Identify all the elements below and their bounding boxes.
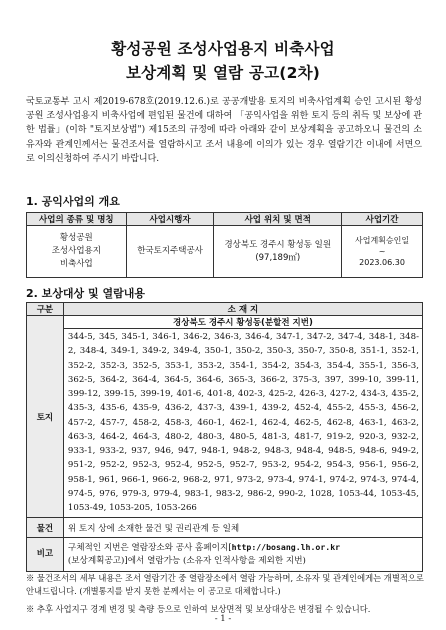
notice-title-line1: 황성공원 조성사업용지 비축사업 [111,40,335,58]
project-overview-table [26,212,423,278]
header-operator: 사업시행자 [126,213,214,226]
land-subheader: 경상북도 경주시 황성동(분할전 지번) [63,316,422,329]
intro-paragraph: 국토교통부 고시 제2019-678호(2019.12.6.)로 공공개발용 토지의 비축사업계획 승인 고시된 황성공원 조성사업용지 비축사업에 편입된 물건에 대하여 「공익사업을 위한 토지 등의 취득 및 보상에 관한 법률」(이하 "토지보상법") 제15조의 규정에 따라 아래와 같이 보상계획을 공고하오니 물건의 소유자와 관계인께서는 물건조서를 열람하시고 조서 내용에 이의가 있는 경우 열람기간 이내에 서면으로 이의신청하여 주시기 바랍니다. [26,97,422,164]
land-parcel-list: 344-5, 345, 345-1, 346-1, 346-2, 346-3, 346-4, 347-1, 347-2, 347-4, 348-1, 348-2, 348-4, 349-1, 349-2, 349-4, 350-1, 350-2, 350-3, 350-7, 350-8, 351-1, 352-1, 352-2, 352-3, 352-5, 353-1, 353-2, 354-1, 354-2, 354-3, 354-4, 355-1, 356-3, 362-5, 364-2, 364-4, 364-5, 364-6, 365-3, 366-2, 375-3, 397, 399-10, 399-11, 399-12, 399-15, 399-19, 401-6, 401-8, 402-3, 425-2, 426-3, 427-2, 434-3, 435-2, 435-3, 435-6, 435-9, 436-2, 437-3, 439-1, 439-2, 452-4, 455-2, 455-3, 456-2, 457-2, 457-7, 458-2, 458-3, 460-1, 462-1, 462-4, 462-5, 462-8, 463-1, 463-2, 463-3, 464-2, 464-3, 480-2, 480-3, 480-5, 481-3, 481-7, 919-2, 920-3, 932-2, 933-1, 933-2, 937, 946, 947, 948-1, 948-2, 948-3, 948-4, 948-5, 948-6, 949-2, 951-2, 952-2, 952-3, 952-4, 952-5, 952-7, 953-2, 954-2, 954-3, 956-1, 956-2, 958-1, 961, 966-1, 966-2, 968-2, 971, 973-2, 973-4, 974-1, 974-2, 974-3, 974-4, 974-5, 976, 979-3, 979-4, 983-1, 983-2, 986-2, 990-2, 1028, 1053-44, 1053-45, 1053-49, 1053-205, 1053-266 [63,329,422,518]
land-label: 토지 [27,316,64,518]
period-cell [342,226,423,278]
period-start: 사업계획승인일 [354,236,410,245]
header-period: 사업기간 [342,213,423,226]
page-number: - 1 - [214,614,232,624]
compensation-table [26,302,423,572]
goods-description: 위 토지 상에 소재한 물건 및 권리관계 등 일체 [63,518,422,538]
remarks-text: 구체적인 지번은 열람장소와 공사 홈페이지[ [67,543,232,553]
header-address: 소 재 지 [63,303,422,316]
project-name-cell [27,226,127,278]
header-location: 사업 위치 및 면적 [214,213,342,226]
section2-heading: 2. 보상대상 및 열람내용 [26,287,145,300]
note-inspection: ※ 물건조서의 세부 내용은 조서 열람기간 중 열람장소에서 열람 가능하며, 소유자 및 관계인에게는 개별적으로 안내드립니다. (개별통지를 받지 못한 분께서는 이 공고로 대체합니다.) [26,573,424,596]
period-end: 2023.06.30 [359,258,405,267]
operator-cell: 한국토지주택공사 [126,226,214,278]
remarks-cell [63,538,422,572]
period-tilde: ~ [378,247,386,256]
location-line: 경상북도 경주시 황성동 일원 [224,239,332,250]
notice-title-line2: 보상계획 및 열람 공고(2차) [125,64,321,82]
project-name-line: 비축사업 [59,259,93,269]
remarks-line2: (보상계획공고)]에서 열람가능 (소유자 인적사항을 제외한 지번) [67,556,306,566]
project-name-line: 조성사업용지 [51,246,101,256]
goods-label: 물건 [27,518,64,538]
header-project-name: 사업의 종류 및 명칭 [27,213,127,226]
header-gubun: 구분 [27,303,64,316]
website-link[interactable]: http://bosang.lh.or.kr [231,542,341,552]
remarks-line1 [68,541,418,555]
location-cell [214,226,342,278]
remarks-label: 비고 [27,538,64,572]
note-boundary-change: ※ 추후 사업지구 경계 변경 및 측량 등으로 인하여 보상면적 및 보상대상은 변경될 수 있습니다. [26,604,371,614]
section1-heading: 1. 공익사업의 개요 [26,195,120,208]
area-line: (97,189㎡) [255,252,301,263]
project-name-line: 황성공원 [59,233,93,243]
